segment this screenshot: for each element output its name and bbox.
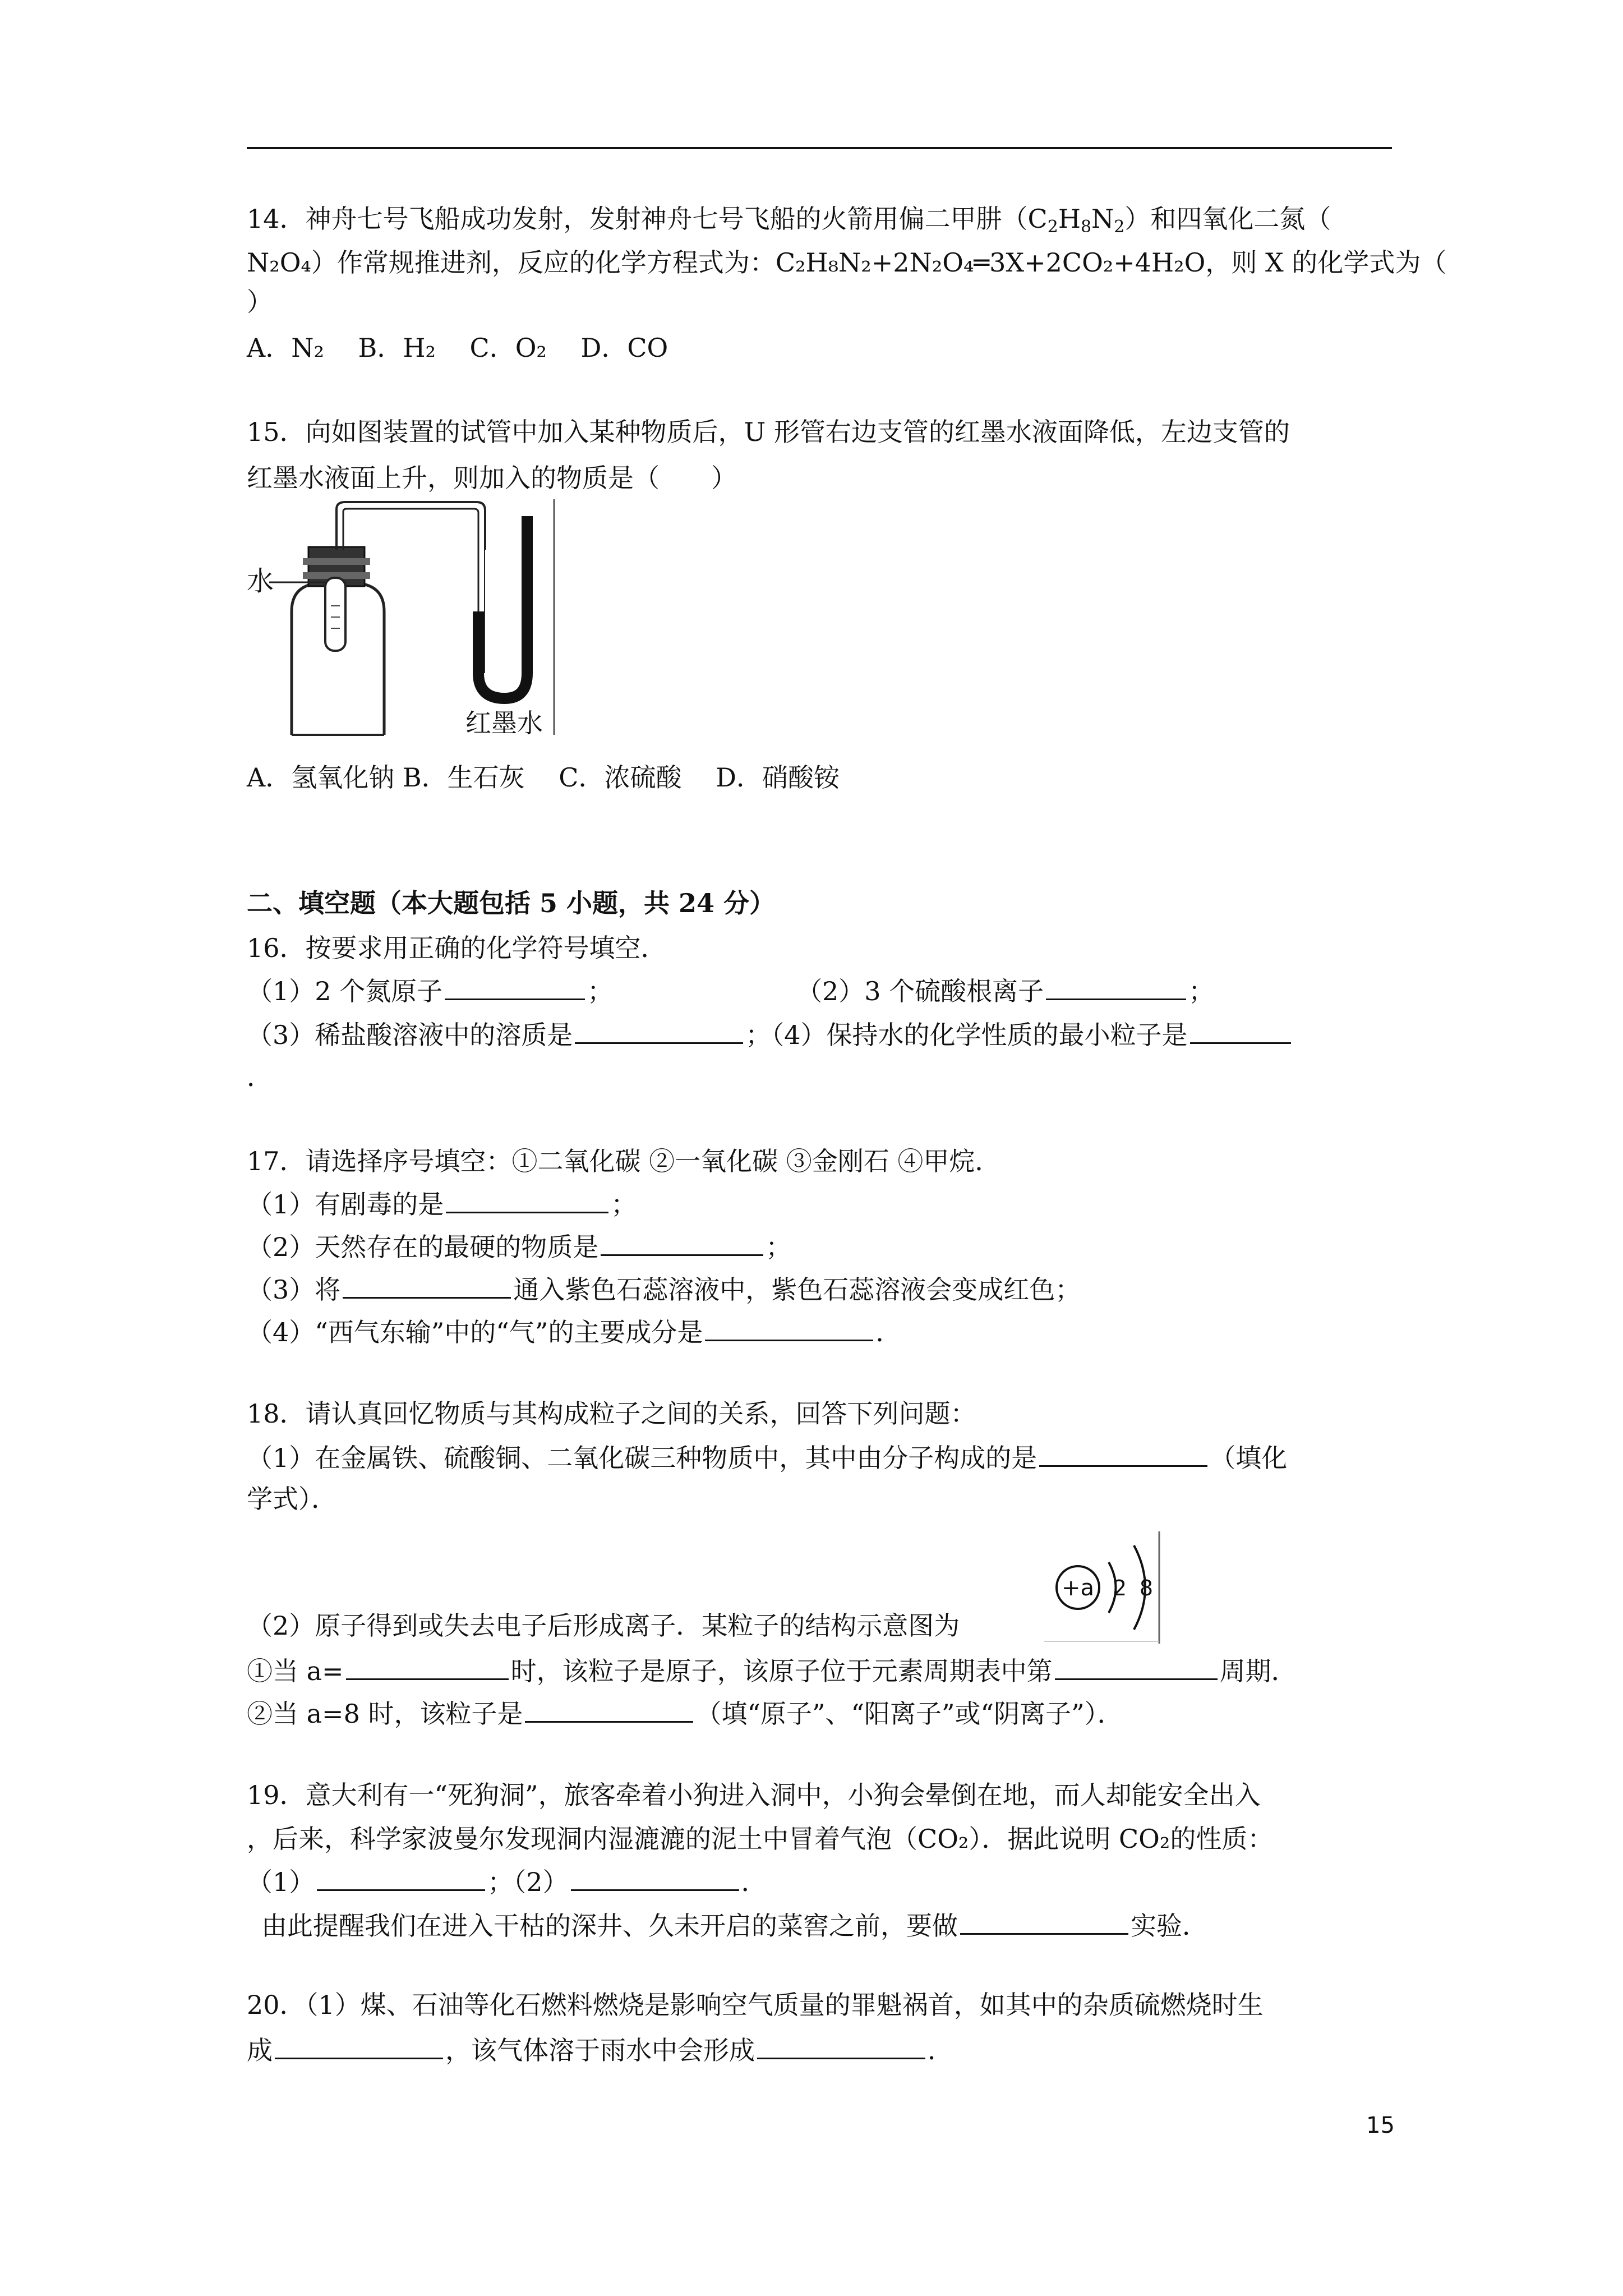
q18-s2: ②当 a=8 时，该粒子是 （填“原子”、“阳离子”或“阴离子”）． — [247, 1695, 1123, 1731]
q16-stem: 16．按要求用正确的化学符号填空． — [247, 933, 667, 963]
header-rule — [247, 147, 1392, 149]
answer-blank[interactable] — [445, 973, 585, 1000]
answer-blank[interactable] — [446, 1186, 608, 1213]
u-tube-apparatus-figure — [247, 494, 566, 740]
particle-structure-diagram — [1044, 1531, 1162, 1644]
answer-blank[interactable] — [1190, 1016, 1291, 1044]
q17-stem: 17．请选择序号填空：①二氧化碳 ②一氧化碳 ③金刚石 ④甲烷． — [247, 1146, 1001, 1176]
q17-p2: （2）天然存在的最硬的物质是 ； — [247, 1228, 791, 1264]
q16-line-b: （2）3 个硫酸根离子 ； — [796, 973, 1214, 1008]
q17-p3: （3）将 通入紫色石蕊溶液中，紫色石蕊溶液会变成红色； — [247, 1271, 1081, 1306]
shell2-electron-count: 8 — [1139, 1576, 1154, 1600]
q14-line2: N₂O₄）作常规推进剂，反应的化学方程式为：C₂H₈N₂+2N₂O₄═3X+2CO₂+4H₂O，则 X 的化学式为（ — [247, 247, 1447, 278]
answer-blank[interactable] — [571, 1864, 739, 1891]
q20-line1: 20．（1）煤、石油等化石燃料燃烧是影响空气质量的罪魁祸首，如其中的杂质硫燃烧时生 — [247, 1990, 1264, 2020]
answer-blank[interactable] — [525, 1695, 693, 1723]
answer-blank[interactable] — [317, 1864, 485, 1891]
q19-line1: 19．意大利有一“死狗洞”，旅客牵着小狗进入洞中，小狗会晕倒在地，而人却能安全出入 — [247, 1780, 1261, 1810]
answer-blank[interactable] — [601, 1228, 763, 1256]
q14-line1: 14．神舟七号飞船成功发射，发射神舟七号飞船的火箭用偏二甲肼$(C_2H_8N_2)$和四氧化二氮（ — [247, 204, 1331, 237]
answer-blank[interactable] — [1039, 1439, 1207, 1467]
answer-blank[interactable] — [346, 1653, 509, 1680]
figure-label-water: 水 — [247, 565, 274, 597]
q16-line-a: （1）2 个氮原子 ； — [247, 973, 613, 1008]
answer-blank[interactable] — [757, 2032, 925, 2059]
answer-blank[interactable] — [343, 1271, 511, 1299]
shell1-electron-count: 2 — [1113, 1576, 1127, 1600]
q19-line3: （1） ；（2） ． — [247, 1864, 767, 1899]
q20-line2: 成 ，该气体溶于雨水中会形成 ． — [247, 2032, 953, 2067]
q18-p1-cont: 学式）． — [247, 1484, 337, 1514]
answer-blank[interactable] — [1055, 1653, 1218, 1680]
answer-blank[interactable] — [575, 1016, 743, 1044]
q14-options: A．N₂ B．H₂ C．O₂ D．CO — [247, 333, 668, 363]
q18-p1: （1）在金属铁、硫酸铜、二氧化碳三种物质中，其中由分子构成的是 （填化 — [247, 1439, 1287, 1475]
q18-stem: 18．请认真回忆物质与其构成粒子之间的关系，回答下列问题： — [247, 1398, 976, 1429]
answer-blank[interactable] — [960, 1907, 1128, 1935]
q19-line4: 由此提醒我们在进入干枯的深井、久未开启的菜窖之前，要做 实验． — [261, 1907, 1208, 1943]
nucleus-label: +a — [1061, 1575, 1095, 1601]
q19-line2: ，后来，科学家波曼尔发现洞内湿漉漉的泥土中冒着气泡（CO₂）．据此说明 CO₂的性质： — [247, 1824, 1274, 1854]
q16-line-c: （3）稀盐酸溶液中的溶质是 ；（4）保持水的化学性质的最小粒子是 — [247, 1016, 1293, 1052]
answer-blank[interactable] — [275, 2032, 443, 2059]
q16-line-d: ． — [247, 1062, 273, 1092]
answer-blank[interactable] — [705, 1314, 873, 1341]
figure-label-red-ink: 红墨水 — [465, 708, 543, 738]
q14-line3: ） — [247, 287, 273, 317]
q15-line1: 15．向如图装置的试管中加入某种物质后，U 形管右边支管的红墨水液面降低，左边支管的 — [247, 417, 1290, 447]
q17-p4: （4）“西气东输”中的“气”的主要成分是 ． — [247, 1314, 901, 1349]
q17-p1: （1）有剧毒的是 ； — [247, 1186, 637, 1221]
q18-p2: （2）原子得到或失去电子后形成离子．某粒子的结构示意图为 — [247, 1611, 960, 1641]
section2-heading: 二、填空题（本大题包括 5 小题，共 24 分） — [247, 888, 776, 918]
page-number: 15 — [1366, 2113, 1395, 2138]
answer-blank[interactable] — [1046, 973, 1186, 1000]
q15-options: A．氢氧化钠 B．生石灰 C．浓硫酸 D．硝酸铵 — [247, 762, 840, 793]
q18-s1: ①当 a= 时，该粒子是原子，该原子位于元素周期表中第 周期． — [247, 1653, 1297, 1688]
q15-line2: 红墨水液面上升，则加入的物质是（ ） — [247, 463, 737, 493]
